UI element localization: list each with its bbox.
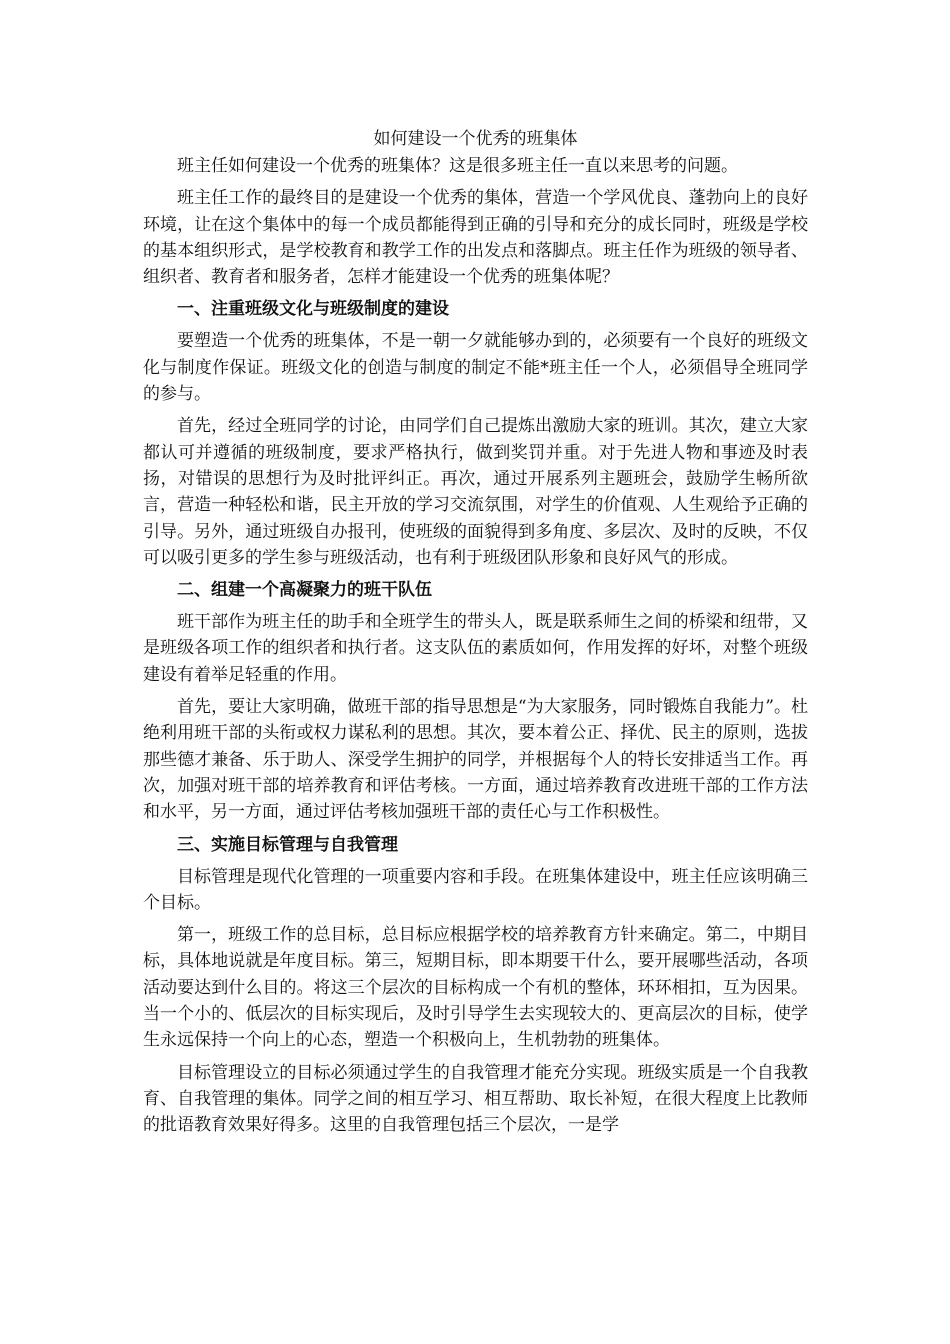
document-page <box>143 126 808 1145</box>
section-heading-2: 二、组建一个高凝聚力的班干队伍 <box>177 580 432 601</box>
paragraph: 目标管理是现代化管理的一项重要内容和手段。在班集体建设中，班主任应该明确三个目标。 <box>143 866 808 913</box>
section-heading-3: 三、实施目标管理与自我管理 <box>177 834 398 855</box>
intro-paragraph: 班主任如何建设一个优秀的班集体？这是很多班主任一直以来思考的问题。 <box>177 156 738 176</box>
paragraph: 班主任工作的最终目的是建设一个优秀的集体，营造一个学风优良、蓬勃向上的良好环境，让在这个集体中的每一个成员都能得到正确的引导和充分的成长同时，班级是学校的基本组织形式，是学校教育和教学工作的出发点和落脚点。班主任作为班级的领导者、组织者、教育者和服务者，怎样才能建设一个优秀的班集体呢？ <box>143 188 808 288</box>
paragraph: 班干部作为班主任的助手和全班学生的带头人，既是联系师生之间的桥梁和纽带，又是班级各项工作的组织者和执行者。这支队伍的素质如何，作用发挥的好坏，对整个班级建设有着举足轻重的作用。 <box>143 612 808 685</box>
paragraph: 首先，要让大家明确，做班干部的指导思想是“为大家服务，同时锻炼自我能力”。杜绝利用班干部的头衔或权力谋私利的思想。其次，要本着公正、择优、民主的原则，选拔那些德才兼备、乐于助人、深受学生拥护的同学，并根据每个人的特长安排适当工作。再次，加强对班干部的培养教育和评估考核。一方面，通过培养教育改进班干部的工作方法和水平，另一方面，通过评估考核加强班干部的责任心与工作积极性。 <box>143 697 808 823</box>
paragraph: 第一，班级工作的总目标，总目标应根据学校的培养教育方针来确定。第二，中期目标，具体地说就是年度目标。第三，短期目标，即本期要干什么，要开展哪些活动，各项活动要达到什么目的。将这三个层次的目标构成一个有机的整体，环环相扣，互为因果。当一个小的、低层次的目标实现后，及时引导学生去实现较大的、更高层次的目标，使学生永远保持一个向上的心态，塑造一个积极向上，生机勃勃的班集体。 <box>143 925 808 1051</box>
document-title: 如何建设一个优秀的班集体 <box>373 129 578 149</box>
paragraph: 要塑造一个优秀的班集体，不是一朝一夕就能够办到的，必须要有一个良好的班级文化与制度作保证。班级文化的创造与制度的制定不能*班主任一个人，必须倡导全班同学的参与。 <box>143 331 808 405</box>
section-heading-1: 一、注重班级文化与班级制度的建设 <box>177 299 449 320</box>
paragraph: 目标管理设立的目标必须通过学生的自我管理才能充分实现。班级实质是一个自我教育、自我管理的集体。同学之间的相互学习、相互帮助、取长补短，在很大程度上比教师的批语教育效果好得多。这里的自我管理包括三个层次，一是学 <box>143 1062 808 1136</box>
paragraph: 首先，经过全班同学的讨论，由同学们自己提炼出激励大家的班训。其次，建立大家都认可并遵循的班级制度，要求严格执行，做到奖罚并重。对于先进人物和事迹及时表扬，对错误的思想行为及时批评纠正。再次，通过开展系列主题班会，鼓励学生畅所欲言，营造一种轻松和谐，民主开放的学习交流氛围，对学生的价值观、人生观给予正确的引导。另外，通过班级自办报刊，使班级的面貌得到多角度、多层次、及时的反映，不仅可以吸引更多的学生参与班级活动，也有利于班级团队形象和良好风气的形成。 <box>143 416 808 568</box>
